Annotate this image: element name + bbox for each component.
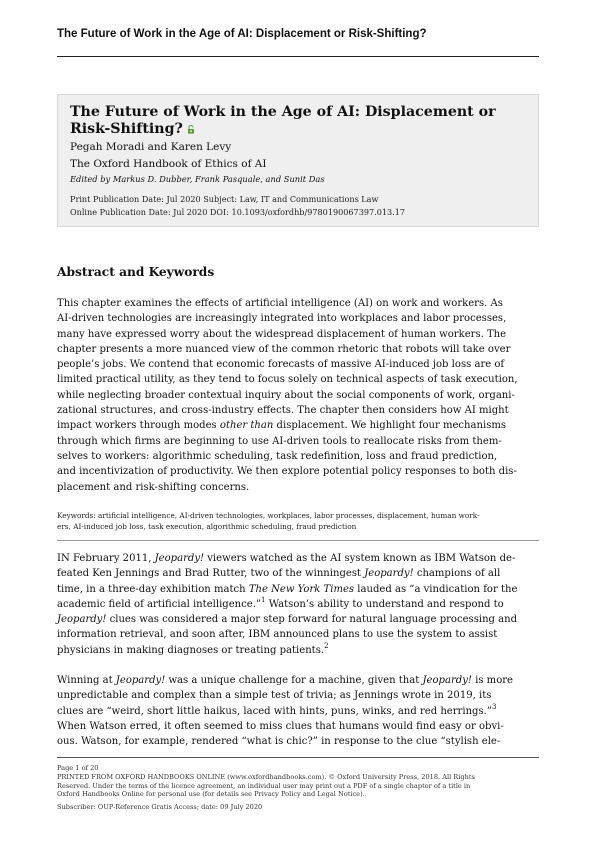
print-publication-info: Print Publication Date: Jul 2020 Subject: Law, IT and Communications Law <box>70 194 379 204</box>
authors: Pegah Moradi and Karen Levy <box>70 141 232 153</box>
header-rule <box>57 56 539 57</box>
body-paragraph-2 <box>57 673 539 749</box>
abstract-line: This chapter examines the effects of artificial intelligence (AI) on work and workers. As <box>57 298 503 309</box>
abstract-line: placement and risk-shifting concerns. <box>57 481 250 493</box>
body-text: IN February 2011, <box>57 553 155 564</box>
body-text: clues are “weird, short little haikus, laced with hints, puns, winks, and red herrings.” <box>57 705 492 717</box>
abstract-emphasis: other than <box>219 420 274 432</box>
body-text: was a unique challenge for a machine, given that <box>165 675 423 686</box>
legal-notice-line: Reserved. Under the terms of the licence agreement, an individual user may print out a PDF of a single chapter of a title in <box>57 781 471 790</box>
abstract-text: impact workers through modes <box>57 420 220 432</box>
editors: Edited by Markus D. Dubber, Frank Pasquale, and Sunit Das <box>70 174 325 184</box>
body-text: academic field of artificial intelligence.” <box>57 598 262 610</box>
body-text: Winning at <box>57 675 116 686</box>
show-title: Jeopardy! <box>422 675 472 686</box>
article-title-line-2: Risk-Shifting? <box>70 120 183 137</box>
keywords-line: ers, AI-induced job loss, task execution, algorithmic scheduling, fraud prediction <box>57 521 357 531</box>
show-title: Jeopardy! <box>364 568 414 580</box>
body-text: is more <box>471 675 514 686</box>
abstract <box>57 296 539 495</box>
legal-notice-line: Oxford Handbooks Online for personal use (for details see Privacy Policy and Legal Notice). <box>57 790 365 799</box>
subscriber-info: Subscriber: OUP-Reference Gratis Access; date: 09 July 2020 <box>57 803 263 812</box>
abstract-line: chapter presents a more nuanced view of the common rhetoric that robots will take over <box>57 343 511 355</box>
article-info-box <box>57 94 539 227</box>
body-text: time, in a three-day exhibition match <box>57 583 249 595</box>
section-heading: Abstract and Keywords <box>57 265 215 279</box>
show-title: Jeopardy! <box>154 553 205 564</box>
online-publication-info: Online Publication Date: Jul 2020 DOI: 10.1093/oxfordhb/9780190067397.013.17 <box>70 207 406 217</box>
abstract-line: zational structures, and cross-industry effects. The chapter then considers how AI might <box>57 405 509 417</box>
abstract-line: limited practical utility, as they tend to focus solely on technical aspects of task execution, <box>57 374 518 386</box>
abstract-line: while neglecting broader contextual inquiry about the social components of work, organi- <box>57 389 515 401</box>
abstract-line: people’s jobs. We contend that economic forecasts of massive AI-induced job loss are of <box>57 359 505 371</box>
page-number: Page 1 of 20 <box>57 764 99 772</box>
abstract-line: and incentivization of productivity. We then explore potential policy responses to both dis- <box>57 466 517 478</box>
open-access-lock-icon <box>187 125 195 134</box>
footer-divider <box>57 757 539 758</box>
abstract-text: displacement. We highlight four mechanisms <box>273 420 507 432</box>
abstract-line: through which firms are beginning to use AI-driven tools to reallocate risks from them- <box>57 435 502 447</box>
body-line <box>57 643 539 658</box>
keywords-divider <box>57 540 539 541</box>
body-line <box>57 704 539 719</box>
footnote-ref-3[interactable]: 3 <box>491 702 497 711</box>
show-title: Jeopardy! <box>115 675 166 686</box>
running-title: The Future of Work in the Age of AI: Displacement or Risk-Shifting? <box>57 28 427 40</box>
legal-notice-line: PRINTED FROM OXFORD HANDBOOKS ONLINE (www.oxfordhandbooks.com). © Oxford University Press, 2018. All Rights <box>57 772 475 781</box>
abstract-line: many have expressed worry about the widespread displacement of human workers. The <box>57 328 507 340</box>
body-line: ous. Watson, for example, rendered “what is chic?” in response to the clue “stylish ele- <box>57 736 501 748</box>
abstract-line: AI-driven technologies are increasingly integrated into workplaces and labor processes, <box>57 313 507 325</box>
article-title <box>70 104 530 137</box>
newspaper-title: The New York Times <box>248 583 355 595</box>
body-line <box>57 551 539 566</box>
body-text: clues was considered a major step forward for natural language processing and <box>106 614 518 626</box>
show-title: Jeopardy! <box>57 614 107 626</box>
body-line: unpredictable and complex than a simple test of trivia; as Jennings wrote in 2019, its <box>57 690 492 702</box>
body-text: physicians in making diagnoses or treating patients. <box>57 644 325 656</box>
footnote-ref-1[interactable]: 1 <box>261 595 266 604</box>
body-text: lauded as “a vindication for the <box>354 583 518 595</box>
body-line <box>57 597 539 612</box>
keywords-line: Keywords: artificial intelligence, AI-driven technologies, workplaces, labor processes, displacement, human work- <box>57 511 480 520</box>
body-text: viewers watched as the AI system known as IBM Watson de- <box>204 553 516 564</box>
abstract-line <box>57 418 539 433</box>
body-line <box>57 582 539 597</box>
abstract-line: selves to workers: algorithmic scheduling, task redefinition, loss and fraud prediction, <box>57 450 498 462</box>
article-title-line-1: The Future of Work in the Age of AI: Displacement or <box>70 104 496 120</box>
body-text: Watson’s ability to understand and respond to <box>265 598 504 610</box>
keywords <box>57 511 539 532</box>
body-paragraph-1 <box>57 551 539 658</box>
body-line: When Watson erred, it often seemed to miss clues that humans would find easy or obvi- <box>57 720 504 732</box>
body-text: champions of all <box>413 568 501 580</box>
body-text: feated Ken Jennings and Brad Rutter, two of the winningest <box>57 568 365 580</box>
body-line <box>57 673 539 688</box>
footnote-ref-2[interactable]: 2 <box>324 641 329 650</box>
body-line: information retrieval, and soon after, IBM announced plans to use the system to assist <box>57 629 498 641</box>
book-title: The Oxford Handbook of Ethics of AI <box>70 158 267 170</box>
body-line <box>57 566 539 581</box>
page-footer <box>57 764 539 812</box>
body-line <box>57 612 539 627</box>
